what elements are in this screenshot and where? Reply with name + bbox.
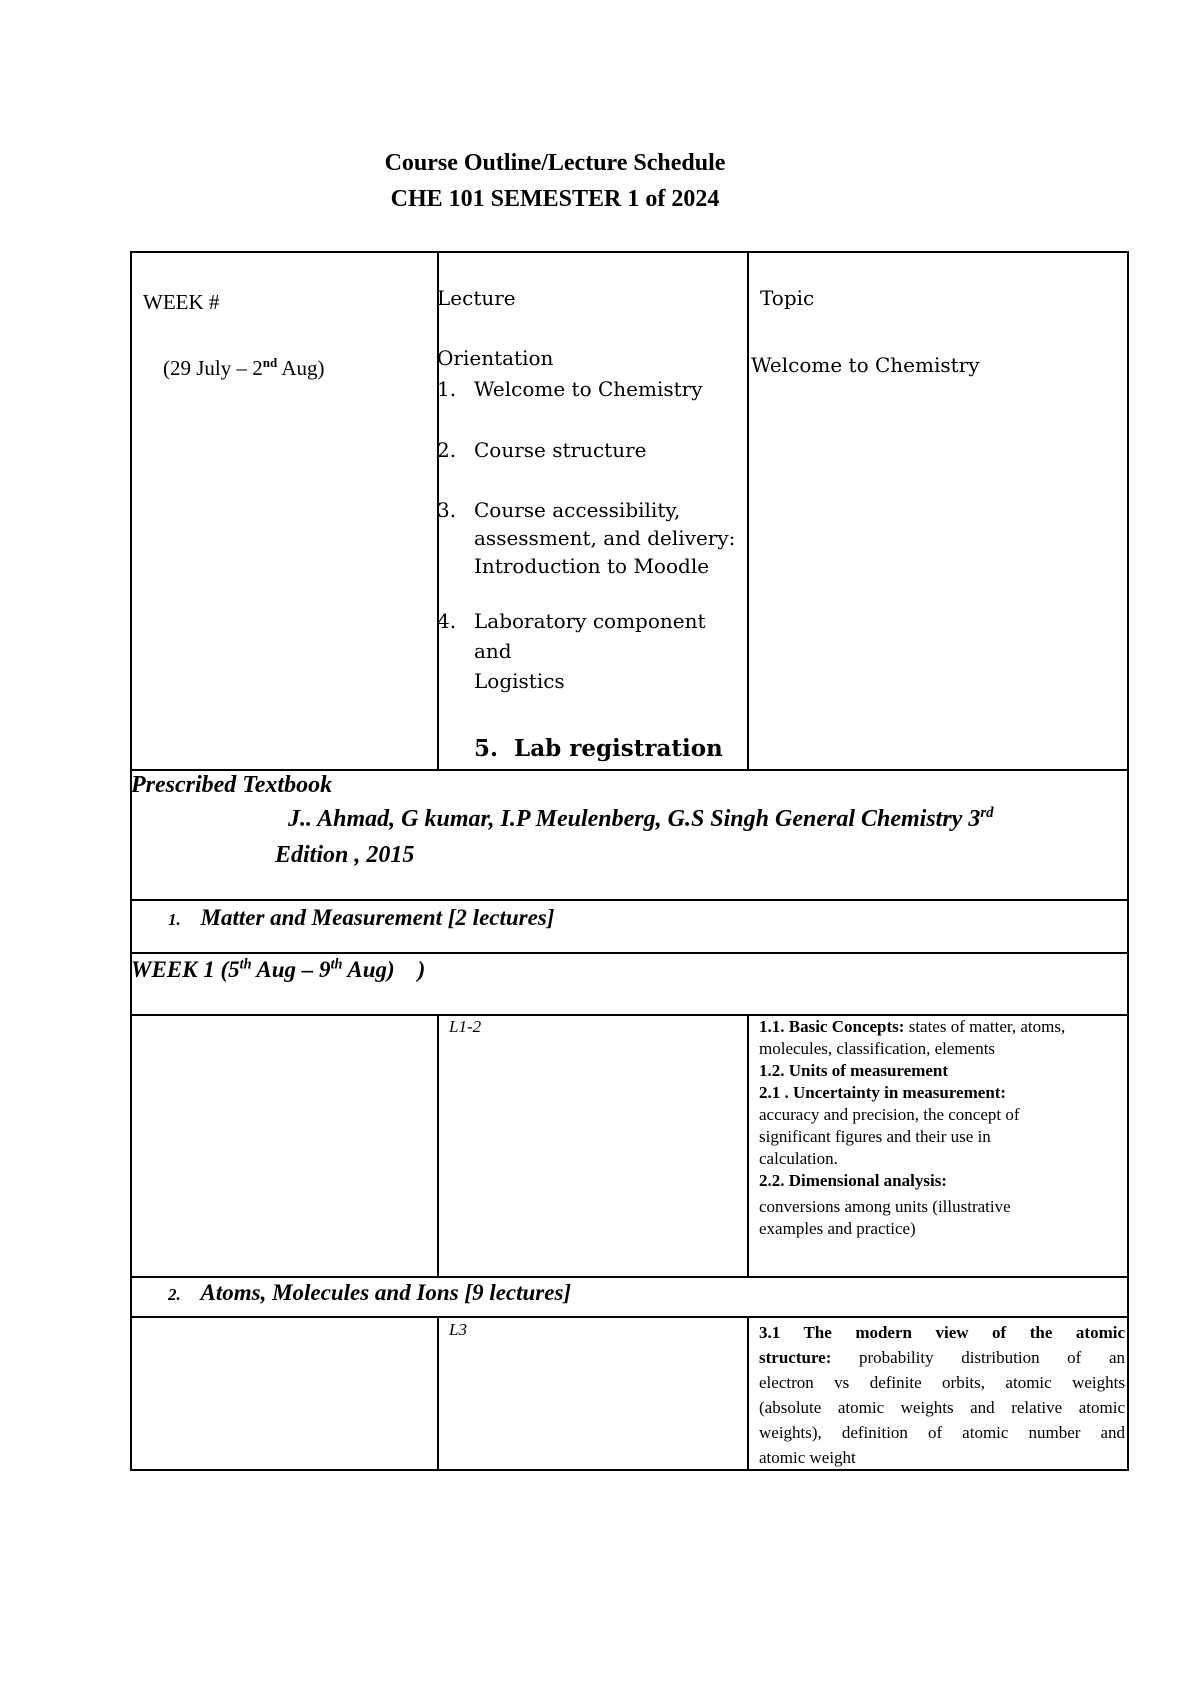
orientation-item-5 xyxy=(474,735,723,762)
orientation-item-3-line3: Introduction to Moodle xyxy=(474,554,710,578)
topic-column-header: Topic xyxy=(760,286,815,310)
week-1-prefix: WEEK 1 (5 xyxy=(131,957,240,982)
week-column-header: WEEK # xyxy=(143,290,220,314)
orientation-item-4-line3: Logistics xyxy=(474,669,565,693)
topic-2-2 xyxy=(759,1170,1126,1192)
week-1-topics xyxy=(759,1016,1126,1240)
item-number: 5. xyxy=(474,735,499,762)
topic-2-2-line1: conversions among units (illustrative xyxy=(759,1197,1011,1216)
orientation-item-1 xyxy=(437,377,703,401)
column-divider xyxy=(747,251,749,771)
item-text: Welcome to Chemistry xyxy=(474,377,703,401)
item-number: 1. xyxy=(437,377,457,401)
orientation-item-4-line2: and xyxy=(474,639,512,663)
topic-2-2-title: 2.2. Dimensional analysis: xyxy=(759,1171,947,1190)
textbook-edition-sup: rd xyxy=(980,805,994,821)
orientation-item-3-line1: Course accessibility, xyxy=(474,498,681,522)
topic-3-1-line1 xyxy=(759,1320,1125,1345)
table-border-right xyxy=(1127,251,1129,1471)
column-divider xyxy=(747,1014,749,1278)
week-1-heading xyxy=(131,957,425,983)
column-divider xyxy=(437,1316,439,1471)
l3-topics xyxy=(759,1320,1125,1470)
textbook-line1 xyxy=(288,806,994,833)
orientation-item-3 xyxy=(437,498,456,522)
topic-2-1-line2: significant figures and their use in xyxy=(759,1127,991,1146)
item-number: 2. xyxy=(437,438,457,462)
page-subtitle: CHE 101 SEMESTER 1 of 2024 xyxy=(390,186,720,212)
topic-2-1-title: 2.1 . Uncertainty in measurement: xyxy=(759,1083,1007,1102)
topic-3-1-line6: atomic weight xyxy=(759,1448,856,1467)
item-text: Lab registration xyxy=(514,735,723,762)
topic-2-1-line1: accuracy and precision, the concept of xyxy=(759,1105,1020,1124)
topic-3-1-line2 xyxy=(759,1345,1125,1370)
page-title: Course Outline/Lecture Schedule xyxy=(384,150,726,176)
topic-1-1-title: 1.1. Basic Concepts: xyxy=(759,1017,905,1036)
topic-1-1 xyxy=(759,1016,1126,1038)
item-number: 4. xyxy=(437,609,457,633)
textbook-authors: J.. Ahmad, G kumar, I.P Meulenberg, G.S Singh General Chemistry 3 xyxy=(288,806,981,832)
item-text: Course structure xyxy=(474,438,647,462)
topic-1-2-title: 1.2. Units of measurement xyxy=(759,1061,949,1080)
topic-3-1-text: probability distribution of an xyxy=(831,1348,1125,1367)
section-1-heading xyxy=(168,905,554,931)
table-border-top xyxy=(130,251,1129,253)
topic-3-1-line4: (absolute atomic weights and relative atomic xyxy=(759,1398,1125,1417)
week-1-mid: Aug – 9 xyxy=(251,957,331,982)
section-number: 1. xyxy=(168,910,181,929)
topic-3-1-line5: weights), definition of atomic number and xyxy=(759,1423,1125,1442)
orientation-dates-sup: nd xyxy=(262,355,278,370)
row-divider xyxy=(130,952,1129,954)
textbook-label: Prescribed Textbook xyxy=(131,772,333,798)
row-divider xyxy=(130,1316,1129,1318)
week-1-suffix: Aug) ) xyxy=(342,957,426,982)
lecture-code-l1-2: L1-2 xyxy=(449,1017,482,1036)
row-divider xyxy=(130,769,1129,771)
week-1-sup2: th xyxy=(330,956,343,973)
topic-3-1-line3: electron vs definite orbits, atomic weights xyxy=(759,1373,1125,1392)
row-divider xyxy=(130,1276,1129,1278)
topic-3-1-title-end: structure: xyxy=(759,1348,832,1367)
topic-3-1-title: 3.1 The modern view of the atomic xyxy=(759,1323,1125,1342)
orientation-dates-prefix: (29 July – 2 xyxy=(163,356,263,380)
lecture-column-header: Lecture xyxy=(437,286,516,310)
item-number: 3. xyxy=(437,498,457,522)
topic-1-1-text: states of matter, atoms, xyxy=(904,1017,1066,1036)
topic-2-1-line3: calculation. xyxy=(759,1149,838,1168)
orientation-lecture-title: Orientation xyxy=(437,346,554,370)
column-divider xyxy=(747,1316,749,1471)
textbook-line2: Edition , 2015 xyxy=(275,842,415,868)
orientation-item-2 xyxy=(437,438,647,462)
orientation-item-4 xyxy=(437,609,456,633)
lecture-code-l3: L3 xyxy=(449,1320,467,1339)
orientation-item-3-line2: assessment, and delivery: xyxy=(474,526,736,550)
week-1-sup1: th xyxy=(239,956,252,973)
orientation-week-dates xyxy=(163,356,324,381)
orientation-dates-suffix: Aug) xyxy=(277,356,325,380)
column-divider xyxy=(437,1014,439,1278)
section-number: 2. xyxy=(168,1285,181,1304)
section-2-heading xyxy=(168,1280,571,1306)
topic-1-2 xyxy=(759,1060,1126,1082)
section-title: Atoms, Molecules and Ions [9 lectures] xyxy=(200,1280,572,1305)
topic-2-1 xyxy=(759,1082,1126,1104)
topic-2-2-line2: examples and practice) xyxy=(759,1219,916,1238)
orientation-item-4-line1: Laboratory component xyxy=(474,609,706,633)
row-divider xyxy=(130,899,1129,901)
topic-1-1-line2: molecules, classification, elements xyxy=(759,1039,996,1058)
table-border-left xyxy=(130,251,132,1471)
section-title: Matter and Measurement [2 lectures] xyxy=(200,905,555,930)
orientation-topic: Welcome to Chemistry xyxy=(751,353,980,377)
